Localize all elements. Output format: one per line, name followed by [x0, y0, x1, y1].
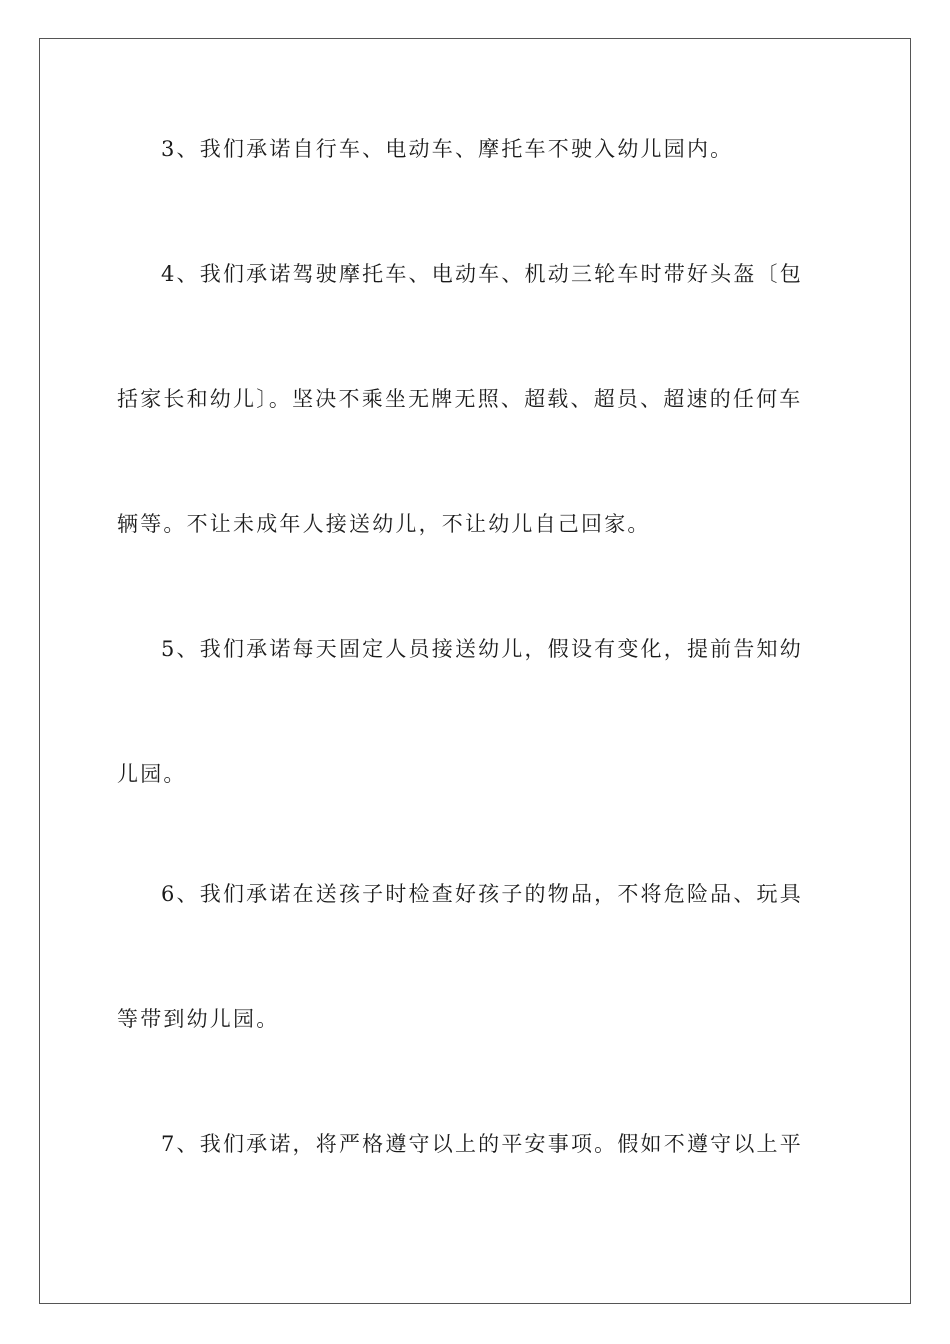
paragraph-4-line-2: 括家长和幼儿〕。坚决不乘坐无牌无照、超载、超员、超速的任何车	[117, 387, 803, 411]
paragraph-6-line-2: 等带到幼儿园。	[117, 1007, 280, 1031]
paragraph-6-line-1: 6、我们承诺在送孩子时检查好孩子的物品，不将危险品、玩具	[161, 882, 803, 906]
paragraph-5-line-2: 儿园。	[117, 762, 187, 786]
paragraph-4-line-1: 4、我们承诺驾驶摩托车、电动车、机动三轮车时带好头盔〔包	[161, 262, 803, 286]
paragraph-3-line-1: 3、我们承诺自行车、电动车、摩托车不驶入幼儿园内。	[161, 137, 734, 161]
paragraph-5-line-1: 5、我们承诺每天固定人员接送幼儿，假设有变化，提前告知幼	[161, 637, 803, 661]
page-border	[39, 38, 911, 1304]
paragraph-4-line-3: 辆等。不让未成年人接送幼儿，不让幼儿自己回家。	[117, 512, 651, 536]
paragraph-7-line-1: 7、我们承诺，将严格遵守以上的平安事项。假如不遵守以上平	[161, 1132, 803, 1156]
